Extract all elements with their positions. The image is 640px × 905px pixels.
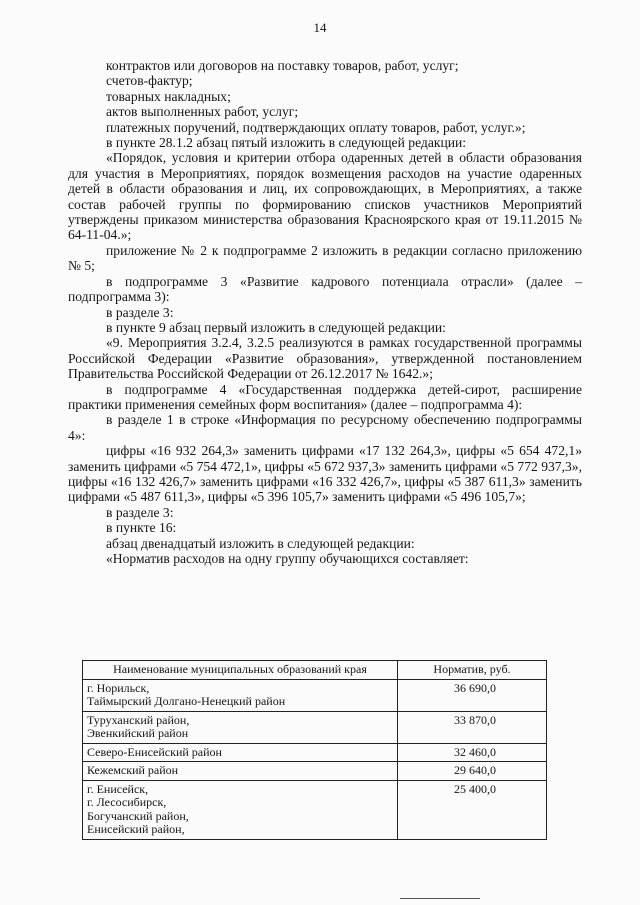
paragraph: «9. Мероприятия 3.2.4, 3.2.5 реализуются в рамках государственной программы Российской Федерации «Развитие образования», утвержденной постановлением Правительства Российской Федерации от 26.12.2017 № 1642.»; — [68, 335, 582, 382]
table-row — [83, 679, 547, 711]
column-header-municipality: Наименование муниципальных образований края — [83, 661, 398, 680]
municipality-line: Эвенкийский район — [87, 726, 189, 740]
paragraph: в пункте 28.1.2 абзац пятый изложить в следующей редакции: — [106, 135, 467, 151]
column-header-norm: Норматив, руб. — [398, 661, 547, 680]
page-number: 14 — [313, 20, 327, 35]
table-header-row — [83, 661, 547, 680]
paragraph: в разделе 3: — [106, 504, 174, 520]
municipality-line: Туруханский район, — [87, 712, 190, 727]
municipality-line: Таймырский Долгано-Ненецкий район — [87, 694, 286, 708]
paragraph: приложение № 2 к подпрограмме 2 изложить в редакции согласно приложению № 5; — [68, 242, 582, 274]
paragraph: «Норматив расходов на одну группу обучающихся составляет: — [106, 551, 469, 566]
paragraph: актов выполненных работ, услуг; — [106, 104, 299, 120]
paragraph: платежных поручений, подтверждающих оплату товаров, работ, услуг.»; — [106, 119, 526, 135]
paragraph: в подпрограмме 4 «Государственная поддержка детей-сирот, расширение практики применения семейных форм воспитания» (далее – подпрограмма 4): — [68, 381, 582, 412]
norm-value-cell: 32 460,0 — [398, 743, 547, 762]
municipality-line: Северо-Енисейский район — [87, 744, 222, 759]
paragraph: счетов-фактур; — [106, 73, 193, 89]
municipality-cell — [83, 711, 398, 743]
municipality-line: г. Лесосибирск, — [87, 795, 167, 809]
municipality-cell — [83, 780, 398, 839]
paragraph: контрактов или договоров на поставку товаров, работ, услуг; — [106, 58, 459, 73]
norm-table — [82, 660, 547, 840]
municipality-line: г. Норильск, — [87, 680, 150, 695]
table-body — [83, 679, 547, 839]
municipality-line: Енисейский район, — [87, 822, 185, 836]
table-row — [83, 743, 547, 762]
paragraph: товарных накладных; — [106, 88, 231, 104]
municipality-cell — [83, 762, 398, 781]
municipality-line: г. Енисейск, — [87, 781, 149, 796]
municipality-line: Кежемский район — [87, 763, 179, 777]
table-row — [83, 780, 547, 839]
norm-value-cell: 36 690,0 — [398, 679, 547, 711]
table-row — [83, 711, 547, 743]
municipality-line: Богучанский район, — [87, 808, 189, 823]
paragraph: «Порядок, условия и критерии отбора одаренных детей в области образования для участия в Мероприятиях, порядок возмещения расходов на участие одаренных детей в области образования и лиц, их сопровождающих, в Мероприятиях, а также состав рабочей группы по формированию списков участников Мероприятий утверждены приказом министерства образования Красноярского края от 19.11.2015 № 64-11-04.»; — [68, 150, 582, 243]
paragraph: в разделе 1 в строке «Информация по ресурсному обеспечению подпрограммы 4»: — [68, 412, 582, 443]
document-body — [68, 58, 582, 566]
norm-value-cell: 29 640,0 — [398, 762, 547, 781]
norm-value-cell: 25 400,0 — [398, 780, 547, 839]
bottom-rule — [400, 898, 480, 899]
paragraph: цифры «16 932 264,3» заменить цифрами «17 132 264,3», цифры «5 654 472,1» заменить цифрами «5 754 472,1», цифры «5 672 937,3» заменить цифрами «5 772 937,3», цифры «16 132 426,7» заменить цифрами «16 332 426,7», цифры «5 387 611,3» заменить цифрами «5 487 611,3», цифры «5 396 105,7» заменить цифрами «5 496 105,7»; — [68, 443, 582, 505]
municipality-cell — [83, 679, 398, 711]
paragraph: абзац двенадцатый изложить в следующей редакции: — [106, 535, 415, 551]
paragraph: в разделе 3: — [106, 304, 174, 320]
paragraph: в пункте 9 абзац первый изложить в следующей редакции: — [106, 319, 446, 335]
norm-value-cell: 33 870,0 — [398, 711, 547, 743]
paragraph: в подпрограмме 3 «Развитие кадрового потенциала отрасли» (далее – подпрограмма 3): — [68, 273, 582, 305]
municipality-cell — [83, 743, 398, 762]
paragraph: в пункте 16: — [106, 520, 177, 536]
table-row — [83, 762, 547, 781]
